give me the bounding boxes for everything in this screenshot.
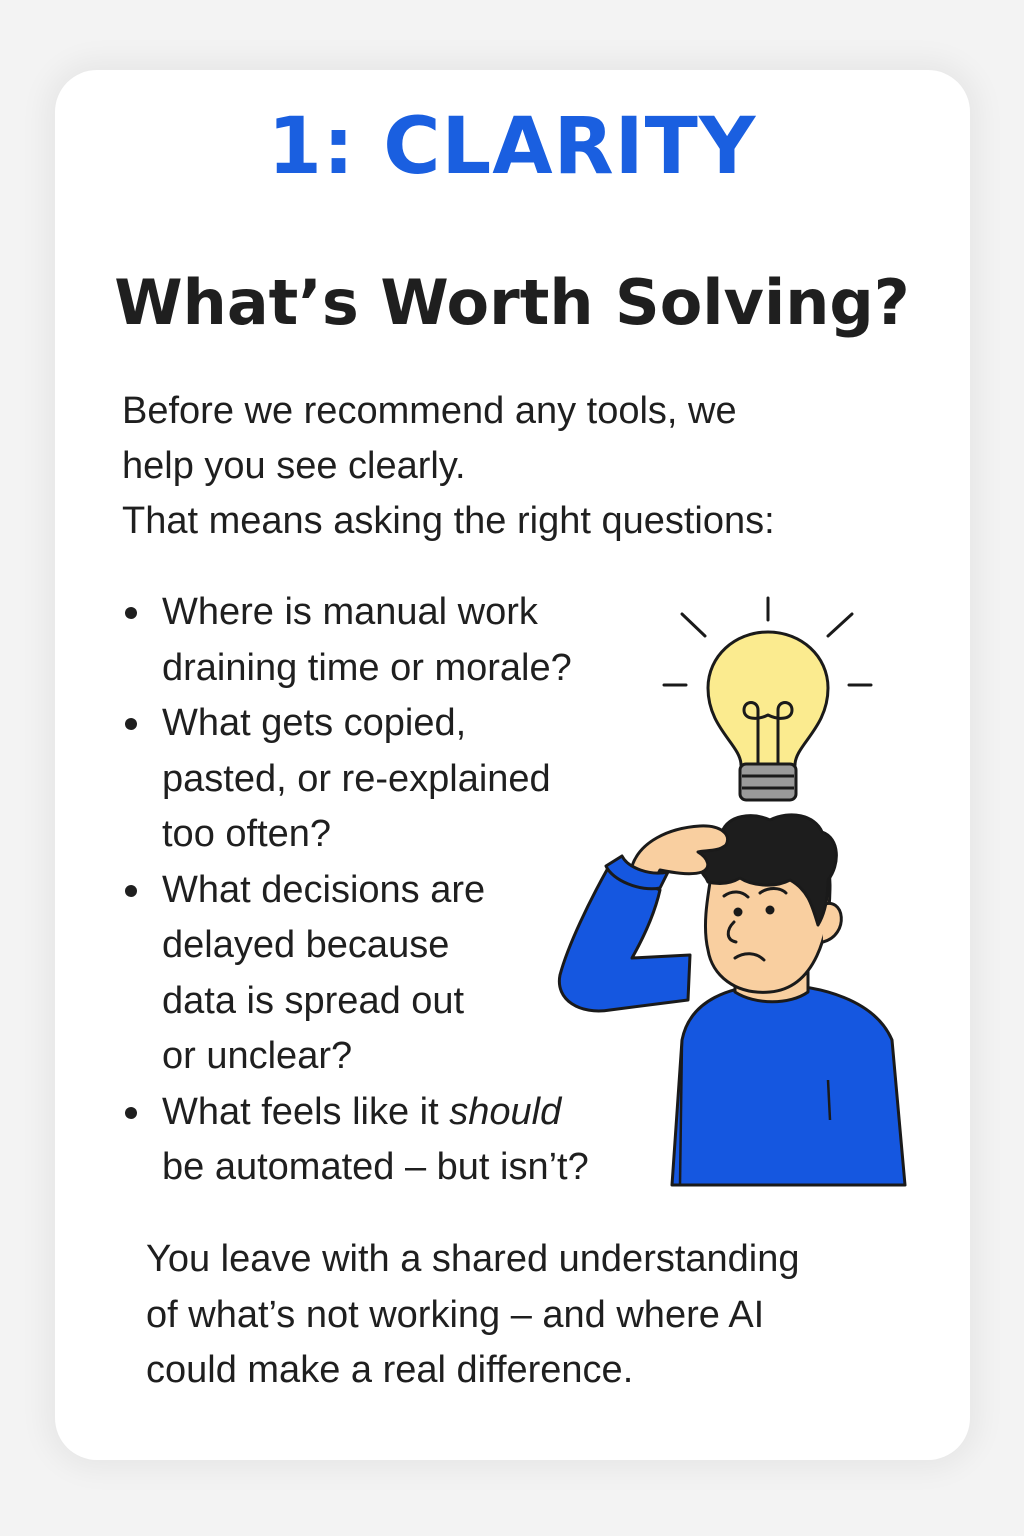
intro-line: Before we recommend any tools, we — [122, 390, 737, 432]
intro-paragraph — [122, 384, 902, 549]
closing-line: could make a real difference. — [146, 1349, 634, 1391]
question-line: or unclear? — [162, 1035, 353, 1077]
closing-line: You leave with a shared understanding — [146, 1238, 800, 1280]
question-line: draining time or morale? — [162, 646, 572, 689]
question-line: pasted, or re-explained — [162, 757, 551, 800]
question-line: What gets copied, — [162, 702, 467, 744]
question-line: too often? — [162, 813, 332, 855]
question-text: What feels like it — [162, 1090, 450, 1133]
intro-line: That means asking the right questions: — [122, 500, 775, 542]
bullet-icon — [125, 718, 137, 730]
emphasis-text: should — [449, 1090, 562, 1133]
question-line: What decisions are — [162, 868, 486, 911]
bullet-icon — [125, 885, 137, 897]
closing-paragraph — [146, 1232, 906, 1399]
question-line: data is spread out — [162, 979, 465, 1022]
thinking-person — [559, 815, 905, 1185]
step-title: 1: CLARITY — [267, 102, 757, 192]
question-line: Where is manual work — [162, 591, 538, 633]
closing-line: of what’s not working – and where AI — [146, 1293, 765, 1336]
question-line: be automated – but isn’t? — [162, 1146, 589, 1188]
page-headline: What’s Worth Solving? — [114, 266, 910, 339]
lightbulb-icon — [664, 598, 871, 800]
question-line: delayed because — [162, 924, 450, 966]
thinking-person-illustration — [555, 590, 915, 1190]
intro-line: help you see clearly. — [122, 445, 466, 487]
bullet-icon — [125, 607, 137, 619]
bullet-icon — [125, 1107, 137, 1119]
